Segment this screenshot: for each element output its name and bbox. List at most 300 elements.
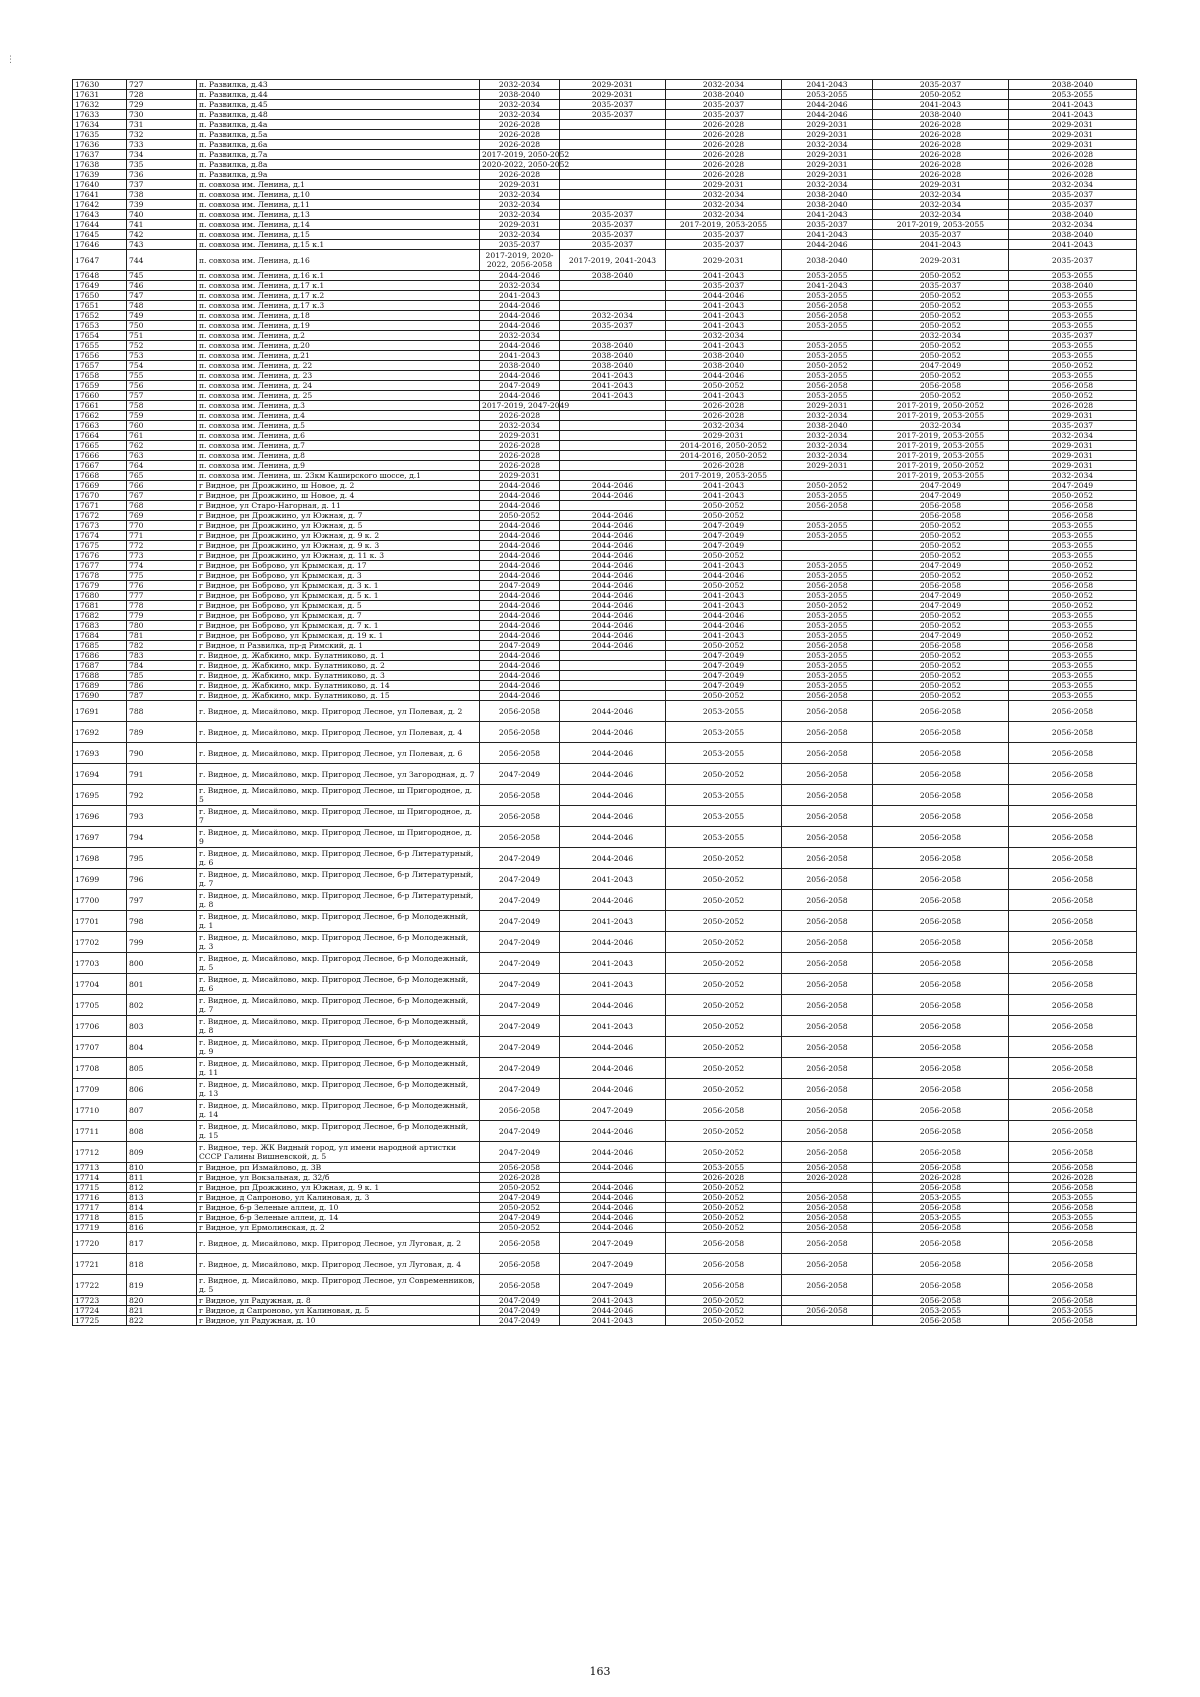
item-number-cell: 762 xyxy=(127,441,197,451)
period-2-cell: 2041-2043 xyxy=(560,1016,666,1037)
period-3-cell: 2050-2052 xyxy=(666,974,782,995)
period-3-cell: 2041-2043 xyxy=(666,561,782,571)
address-cell: г. Видное, д. Жабкино, мкр. Булатниково, д. 1 xyxy=(197,651,480,661)
period-3-cell: 2056-2058 xyxy=(666,1233,782,1254)
schedule-table xyxy=(72,79,1137,1326)
table-row xyxy=(73,681,1137,691)
period-1-cell: 2044-2046 xyxy=(480,571,560,581)
row-number-cell: 17685 xyxy=(73,641,127,651)
period-4-cell: 2032-2034 xyxy=(782,411,873,421)
row-number-cell: 17669 xyxy=(73,481,127,491)
period-2-cell: 2044-2046 xyxy=(560,491,666,501)
address-cell: п. Развилка, д.9а xyxy=(197,170,480,180)
period-6-cell: 2053-2055 xyxy=(1009,1193,1137,1203)
table-row xyxy=(73,1193,1137,1203)
period-1-cell: 2044-2046 xyxy=(480,321,560,331)
period-3-cell: 2050-2052 xyxy=(666,1193,782,1203)
row-number-cell: 17661 xyxy=(73,401,127,411)
period-5-cell: 2026-2028 xyxy=(873,140,1009,150)
period-1-cell: 2050-2052 xyxy=(480,1183,560,1193)
table-row xyxy=(73,691,1137,701)
table-row xyxy=(73,291,1137,301)
period-6-cell: 2029-2031 xyxy=(1009,451,1137,461)
period-4-cell xyxy=(782,1316,873,1326)
address-cell: г Видное, рн Боброво, ул Крымская, д. 5 xyxy=(197,601,480,611)
period-3-cell: 2050-2052 xyxy=(666,1079,782,1100)
address-cell: п. совхоза им. Ленина, д.17 к.2 xyxy=(197,291,480,301)
table-row xyxy=(73,401,1137,411)
period-3-cell: 2050-2052 xyxy=(666,501,782,511)
period-5-cell: 2050-2052 xyxy=(873,521,1009,531)
period-6-cell: 2053-2055 xyxy=(1009,311,1137,321)
period-6-cell: 2056-2058 xyxy=(1009,1100,1137,1121)
period-6-cell: 2026-2028 xyxy=(1009,401,1137,411)
address-cell: г. Видное, д. Мисайлово, мкр. Пригород Лесное, ш Пригородное, д. 9 xyxy=(197,827,480,848)
period-3-cell: 2026-2028 xyxy=(666,401,782,411)
table-row xyxy=(73,722,1137,743)
period-1-cell: 2029-2031 xyxy=(480,180,560,190)
period-5-cell: 2056-2058 xyxy=(873,1233,1009,1254)
period-5-cell: 2050-2052 xyxy=(873,621,1009,631)
period-1-cell: 2026-2028 xyxy=(480,411,560,421)
period-5-cell: 2050-2052 xyxy=(873,661,1009,671)
item-number-cell: 788 xyxy=(127,701,197,722)
period-2-cell: 2044-2046 xyxy=(560,701,666,722)
period-3-cell: 2032-2034 xyxy=(666,190,782,200)
item-number-cell: 743 xyxy=(127,240,197,250)
period-3-cell: 2032-2034 xyxy=(666,331,782,341)
period-5-cell: 2050-2052 xyxy=(873,531,1009,541)
row-number-cell: 17634 xyxy=(73,120,127,130)
period-5-cell: 2041-2043 xyxy=(873,240,1009,250)
period-3-cell: 2050-2052 xyxy=(666,1183,782,1193)
table-row xyxy=(73,953,1137,974)
item-number-cell: 792 xyxy=(127,785,197,806)
period-1-cell: 2044-2046 xyxy=(480,271,560,281)
table-row xyxy=(73,1163,1137,1173)
row-number-cell: 17684 xyxy=(73,631,127,641)
period-5-cell: 2056-2058 xyxy=(873,890,1009,911)
period-1-cell: 2044-2046 xyxy=(480,681,560,691)
period-6-cell: 2053-2055 xyxy=(1009,321,1137,331)
period-1-cell: 2044-2046 xyxy=(480,621,560,631)
table-row xyxy=(73,311,1137,321)
item-number-cell: 812 xyxy=(127,1183,197,1193)
period-3-cell: 2047-2049 xyxy=(666,661,782,671)
address-cell: г. Видное, д. Мисайлово, мкр. Пригород Лесное, ул Полевая, д. 2 xyxy=(197,701,480,722)
address-cell: г Видное, рн Боброво, ул Крымская, д. 3 к. 1 xyxy=(197,581,480,591)
period-6-cell: 2053-2055 xyxy=(1009,351,1137,361)
period-6-cell: 2056-2058 xyxy=(1009,911,1137,932)
address-cell: п. Развилка, д.48 xyxy=(197,110,480,120)
item-number-cell: 759 xyxy=(127,411,197,421)
period-3-cell: 2032-2034 xyxy=(666,80,782,90)
address-cell: г Видное, ул Старо-Нагорная, д. 11 xyxy=(197,501,480,511)
period-6-cell: 2056-2058 xyxy=(1009,1223,1137,1233)
item-number-cell: 746 xyxy=(127,281,197,291)
row-number-cell: 17719 xyxy=(73,1223,127,1233)
period-1-cell: 2029-2031 xyxy=(480,431,560,441)
period-5-cell: 2056-2058 xyxy=(873,1079,1009,1100)
table-row xyxy=(73,471,1137,481)
period-2-cell: 2044-2046 xyxy=(560,581,666,591)
item-number-cell: 772 xyxy=(127,541,197,551)
item-number-cell: 754 xyxy=(127,361,197,371)
period-3-cell: 2053-2055 xyxy=(666,722,782,743)
address-cell: г. Видное, д. Мисайлово, мкр. Пригород Лесное, б-р Молодежный, д. 13 xyxy=(197,1079,480,1100)
period-6-cell: 2056-2058 xyxy=(1009,1142,1137,1163)
period-3-cell: 2047-2049 xyxy=(666,521,782,531)
period-1-cell: 2044-2046 xyxy=(480,591,560,601)
item-number-cell: 808 xyxy=(127,1121,197,1142)
page-number: 163 xyxy=(589,1665,611,1678)
period-4-cell: 2032-2034 xyxy=(782,140,873,150)
period-2-cell: 2044-2046 xyxy=(560,827,666,848)
row-number-cell: 17699 xyxy=(73,869,127,890)
table-row xyxy=(73,974,1137,995)
period-3-cell: 2050-2052 xyxy=(666,1213,782,1223)
period-3-cell: 2050-2052 xyxy=(666,1306,782,1316)
period-1-cell: 2056-2058 xyxy=(480,785,560,806)
row-number-cell: 17681 xyxy=(73,601,127,611)
period-6-cell: 2053-2055 xyxy=(1009,1213,1137,1223)
address-cell: г Видное, рн Боброво, ул Крымская, д. 7 к. 1 xyxy=(197,621,480,631)
item-number-cell: 785 xyxy=(127,671,197,681)
period-3-cell: 2035-2037 xyxy=(666,240,782,250)
period-5-cell: 2035-2037 xyxy=(873,230,1009,240)
period-1-cell: 2044-2046 xyxy=(480,341,560,351)
period-1-cell: 2056-2058 xyxy=(480,1233,560,1254)
period-3-cell: 2035-2037 xyxy=(666,230,782,240)
item-number-cell: 727 xyxy=(127,80,197,90)
period-3-cell: 2029-2031 xyxy=(666,431,782,441)
period-3-cell: 2044-2046 xyxy=(666,371,782,381)
period-6-cell: 2056-2058 xyxy=(1009,974,1137,995)
table-row xyxy=(73,827,1137,848)
address-cell: г. Видное, д. Мисайлово, мкр. Пригород Лесное, б-р Молодежный, д. 1 xyxy=(197,911,480,932)
period-5-cell: 2029-2031 xyxy=(873,180,1009,190)
table-row xyxy=(73,1173,1137,1183)
address-cell: г. Видное, д. Мисайлово, мкр. Пригород Лесное, ш Пригородное, д. 7 xyxy=(197,806,480,827)
period-6-cell: 2053-2055 xyxy=(1009,651,1137,661)
item-number-cell: 768 xyxy=(127,501,197,511)
row-number-cell: 17657 xyxy=(73,361,127,371)
period-1-cell: 2032-2034 xyxy=(480,200,560,210)
row-number-cell: 17692 xyxy=(73,722,127,743)
period-1-cell: 2044-2046 xyxy=(480,661,560,671)
address-cell: п. совхоза им. Ленина, д.2 xyxy=(197,331,480,341)
period-3-cell: 2050-2052 xyxy=(666,511,782,521)
period-5-cell: 2056-2058 xyxy=(873,1275,1009,1296)
period-2-cell: 2041-2043 xyxy=(560,1316,666,1326)
row-number-cell: 17639 xyxy=(73,170,127,180)
address-cell: п. совхоза им. Ленина, д.10 xyxy=(197,190,480,200)
period-2-cell: 2035-2037 xyxy=(560,321,666,331)
item-number-cell: 784 xyxy=(127,661,197,671)
period-3-cell: 2026-2028 xyxy=(666,1173,782,1183)
item-number-cell: 757 xyxy=(127,391,197,401)
period-6-cell: 2056-2058 xyxy=(1009,995,1137,1016)
period-2-cell xyxy=(560,190,666,200)
period-3-cell: 2029-2031 xyxy=(666,250,782,271)
period-2-cell: 2044-2046 xyxy=(560,1163,666,1173)
row-number-cell: 17707 xyxy=(73,1037,127,1058)
period-6-cell: 2056-2058 xyxy=(1009,743,1137,764)
row-number-cell: 17633 xyxy=(73,110,127,120)
period-6-cell: 2056-2058 xyxy=(1009,1037,1137,1058)
period-5-cell: 2056-2058 xyxy=(873,511,1009,521)
item-number-cell: 790 xyxy=(127,743,197,764)
period-4-cell: 2056-2058 xyxy=(782,1223,873,1233)
period-1-cell: 2050-2052 xyxy=(480,1203,560,1213)
row-number-cell: 17717 xyxy=(73,1203,127,1213)
period-4-cell xyxy=(782,1183,873,1193)
item-number-cell: 731 xyxy=(127,120,197,130)
period-2-cell: 2044-2046 xyxy=(560,481,666,491)
item-number-cell: 766 xyxy=(127,481,197,491)
row-number-cell: 17667 xyxy=(73,461,127,471)
address-cell: п. совхоза им. Ленина, д. 25 xyxy=(197,391,480,401)
period-3-cell: 2026-2028 xyxy=(666,120,782,130)
row-number-cell: 17706 xyxy=(73,1016,127,1037)
address-cell: г Видное, ул Радужная, д. 8 xyxy=(197,1296,480,1306)
table-row xyxy=(73,1016,1137,1037)
address-cell: г Видное, ул Радужная, д. 10 xyxy=(197,1316,480,1326)
period-5-cell: 2050-2052 xyxy=(873,90,1009,100)
period-6-cell: 2053-2055 xyxy=(1009,541,1137,551)
period-3-cell: 2041-2043 xyxy=(666,341,782,351)
period-3-cell: 2038-2040 xyxy=(666,351,782,361)
period-6-cell: 2056-2058 xyxy=(1009,827,1137,848)
row-number-cell: 17675 xyxy=(73,541,127,551)
period-1-cell: 2056-2058 xyxy=(480,1100,560,1121)
period-2-cell: 2044-2046 xyxy=(560,641,666,651)
period-2-cell: 2044-2046 xyxy=(560,722,666,743)
period-5-cell: 2050-2052 xyxy=(873,391,1009,401)
period-6-cell: 2032-2034 xyxy=(1009,471,1137,481)
period-5-cell: 2026-2028 xyxy=(873,1173,1009,1183)
address-cell: г Видное, рн Боброво, ул Крымская, д. 17 xyxy=(197,561,480,571)
address-cell: п. совхоза им. Ленина, д.18 xyxy=(197,311,480,321)
item-number-cell: 750 xyxy=(127,321,197,331)
item-number-cell: 798 xyxy=(127,911,197,932)
item-number-cell: 771 xyxy=(127,531,197,541)
period-6-cell: 2029-2031 xyxy=(1009,461,1137,471)
period-1-cell: 2050-2052 xyxy=(480,511,560,521)
item-number-cell: 776 xyxy=(127,581,197,591)
row-number-cell: 17708 xyxy=(73,1058,127,1079)
row-number-cell: 17720 xyxy=(73,1233,127,1254)
address-cell: г. Видное, д. Мисайлово, мкр. Пригород Лесное, б-р Молодежный, д. 8 xyxy=(197,1016,480,1037)
period-4-cell: 2056-2058 xyxy=(782,1254,873,1275)
period-2-cell: 2044-2046 xyxy=(560,511,666,521)
period-1-cell: 2032-2034 xyxy=(480,80,560,90)
address-cell: п. Развилка, д.7а xyxy=(197,150,480,160)
address-cell: п. Развилка, д.8а xyxy=(197,160,480,170)
address-cell: г Видное, рн Дрожжино, ул Южная, д. 5 xyxy=(197,521,480,531)
row-number-cell: 17714 xyxy=(73,1173,127,1183)
period-5-cell: 2017-2019, 2053-2055 xyxy=(873,431,1009,441)
row-number-cell: 17647 xyxy=(73,250,127,271)
period-6-cell: 2035-2037 xyxy=(1009,200,1137,210)
period-1-cell: 2026-2028 xyxy=(480,140,560,150)
address-cell: г. Видное, д. Жабкино, мкр. Булатниково, д. 2 xyxy=(197,661,480,671)
period-5-cell: 2056-2058 xyxy=(873,1016,1009,1037)
period-4-cell xyxy=(782,1296,873,1306)
table-row xyxy=(73,441,1137,451)
table-row xyxy=(73,621,1137,631)
period-3-cell: 2029-2031 xyxy=(666,180,782,190)
address-cell: п. совхоза им. Ленина, д. 22 xyxy=(197,361,480,371)
address-cell: п. совхоза им. Ленина, д.4 xyxy=(197,411,480,421)
address-cell: п. совхоза им. Ленина, д.16 xyxy=(197,250,480,271)
period-1-cell: 2047-2049 xyxy=(480,1193,560,1203)
period-3-cell: 2017-2019, 2053-2055 xyxy=(666,471,782,481)
row-number-cell: 17687 xyxy=(73,661,127,671)
period-4-cell: 2029-2031 xyxy=(782,150,873,160)
address-cell: г. Видное, д. Мисайлово, мкр. Пригород Лесное, ш Пригородное, д. 5 xyxy=(197,785,480,806)
item-number-cell: 765 xyxy=(127,471,197,481)
period-5-cell: 2056-2058 xyxy=(873,1223,1009,1233)
period-5-cell: 2026-2028 xyxy=(873,160,1009,170)
address-cell: п. совхоза им. Ленина, д.3 xyxy=(197,401,480,411)
period-4-cell: 2053-2055 xyxy=(782,351,873,361)
table-row xyxy=(73,1037,1137,1058)
period-3-cell: 2044-2046 xyxy=(666,621,782,631)
item-number-cell: 735 xyxy=(127,160,197,170)
period-4-cell: 2056-2058 xyxy=(782,1079,873,1100)
period-6-cell: 2056-2058 xyxy=(1009,1016,1137,1037)
period-2-cell: 2044-2046 xyxy=(560,1183,666,1193)
period-2-cell: 2044-2046 xyxy=(560,848,666,869)
period-3-cell: 2047-2049 xyxy=(666,531,782,541)
period-6-cell: 2026-2028 xyxy=(1009,160,1137,170)
table-row xyxy=(73,150,1137,160)
address-cell: п. совхоза им. Ленина, д.9 xyxy=(197,461,480,471)
address-cell: г Видное, рн Боброво, ул Крымская, д. 3 xyxy=(197,571,480,581)
period-6-cell: 2038-2040 xyxy=(1009,210,1137,220)
period-2-cell: 2044-2046 xyxy=(560,1037,666,1058)
row-number-cell: 17724 xyxy=(73,1306,127,1316)
table-row xyxy=(73,180,1137,190)
table-row xyxy=(73,511,1137,521)
period-5-cell: 2026-2028 xyxy=(873,130,1009,140)
period-5-cell: 2056-2058 xyxy=(873,1316,1009,1326)
period-2-cell: 2044-2046 xyxy=(560,561,666,571)
scan-artifact: ⋮ xyxy=(6,55,15,65)
period-6-cell: 2056-2058 xyxy=(1009,511,1137,521)
item-number-cell: 800 xyxy=(127,953,197,974)
period-6-cell: 2050-2052 xyxy=(1009,571,1137,581)
row-number-cell: 17670 xyxy=(73,491,127,501)
table-row xyxy=(73,341,1137,351)
period-1-cell: 2047-2049 xyxy=(480,1016,560,1037)
period-5-cell: 2050-2052 xyxy=(873,371,1009,381)
period-3-cell: 2050-2052 xyxy=(666,1058,782,1079)
item-number-cell: 733 xyxy=(127,140,197,150)
period-5-cell: 2050-2052 xyxy=(873,671,1009,681)
period-5-cell: 2050-2052 xyxy=(873,541,1009,551)
period-4-cell: 2029-2031 xyxy=(782,461,873,471)
period-3-cell: 2014-2016, 2050-2052 xyxy=(666,441,782,451)
period-5-cell: 2032-2034 xyxy=(873,421,1009,431)
item-number-cell: 816 xyxy=(127,1223,197,1233)
period-2-cell xyxy=(560,421,666,431)
period-3-cell: 2047-2049 xyxy=(666,681,782,691)
row-number-cell: 17652 xyxy=(73,311,127,321)
table-row xyxy=(73,1275,1137,1296)
table-row xyxy=(73,130,1137,140)
period-6-cell: 2056-2058 xyxy=(1009,1316,1137,1326)
period-6-cell: 2035-2037 xyxy=(1009,190,1137,200)
table-row xyxy=(73,541,1137,551)
address-cell: п. совхоза им. Ленина, д.15 к.1 xyxy=(197,240,480,250)
item-number-cell: 728 xyxy=(127,90,197,100)
period-5-cell: 2047-2049 xyxy=(873,631,1009,641)
period-2-cell: 2038-2040 xyxy=(560,341,666,351)
period-6-cell: 2056-2058 xyxy=(1009,764,1137,785)
row-number-cell: 17651 xyxy=(73,301,127,311)
period-2-cell: 2035-2037 xyxy=(560,110,666,120)
period-2-cell xyxy=(560,471,666,481)
period-4-cell: 2053-2055 xyxy=(782,661,873,671)
period-6-cell: 2041-2043 xyxy=(1009,240,1137,250)
row-number-cell: 17632 xyxy=(73,100,127,110)
period-2-cell xyxy=(560,120,666,130)
item-number-cell: 780 xyxy=(127,621,197,631)
table-row xyxy=(73,90,1137,100)
item-number-cell: 736 xyxy=(127,170,197,180)
period-3-cell: 2056-2058 xyxy=(666,1100,782,1121)
period-5-cell: 2053-2055 xyxy=(873,1193,1009,1203)
period-1-cell: 2047-2049 xyxy=(480,932,560,953)
item-number-cell: 809 xyxy=(127,1142,197,1163)
table-row xyxy=(73,911,1137,932)
period-4-cell: 2029-2031 xyxy=(782,160,873,170)
item-number-cell: 749 xyxy=(127,311,197,321)
period-2-cell xyxy=(560,180,666,190)
row-number-cell: 17665 xyxy=(73,441,127,451)
period-2-cell: 2041-2043 xyxy=(560,1296,666,1306)
table-row xyxy=(73,331,1137,341)
period-6-cell: 2026-2028 xyxy=(1009,170,1137,180)
period-2-cell xyxy=(560,501,666,511)
period-3-cell: 2026-2028 xyxy=(666,160,782,170)
row-number-cell: 17655 xyxy=(73,341,127,351)
period-6-cell: 2056-2058 xyxy=(1009,806,1137,827)
period-5-cell: 2056-2058 xyxy=(873,953,1009,974)
period-1-cell: 2017-2019, 2020-2022, 2056-2058 xyxy=(480,250,560,271)
period-6-cell: 2056-2058 xyxy=(1009,1058,1137,1079)
period-4-cell: 2056-2058 xyxy=(782,827,873,848)
period-1-cell: 2044-2046 xyxy=(480,651,560,661)
period-1-cell: 2020-2022, 2050-2052 xyxy=(480,160,560,170)
table-row xyxy=(73,785,1137,806)
row-number-cell: 17695 xyxy=(73,785,127,806)
period-2-cell xyxy=(560,150,666,160)
period-6-cell: 2029-2031 xyxy=(1009,130,1137,140)
item-number-cell: 778 xyxy=(127,601,197,611)
table-row xyxy=(73,1058,1137,1079)
period-6-cell: 2050-2052 xyxy=(1009,491,1137,501)
period-2-cell: 2032-2034 xyxy=(560,311,666,321)
period-2-cell xyxy=(560,200,666,210)
period-6-cell: 2035-2037 xyxy=(1009,421,1137,431)
period-1-cell: 2044-2046 xyxy=(480,301,560,311)
period-1-cell: 2044-2046 xyxy=(480,541,560,551)
period-5-cell: 2047-2049 xyxy=(873,591,1009,601)
period-4-cell: 2032-2034 xyxy=(782,431,873,441)
